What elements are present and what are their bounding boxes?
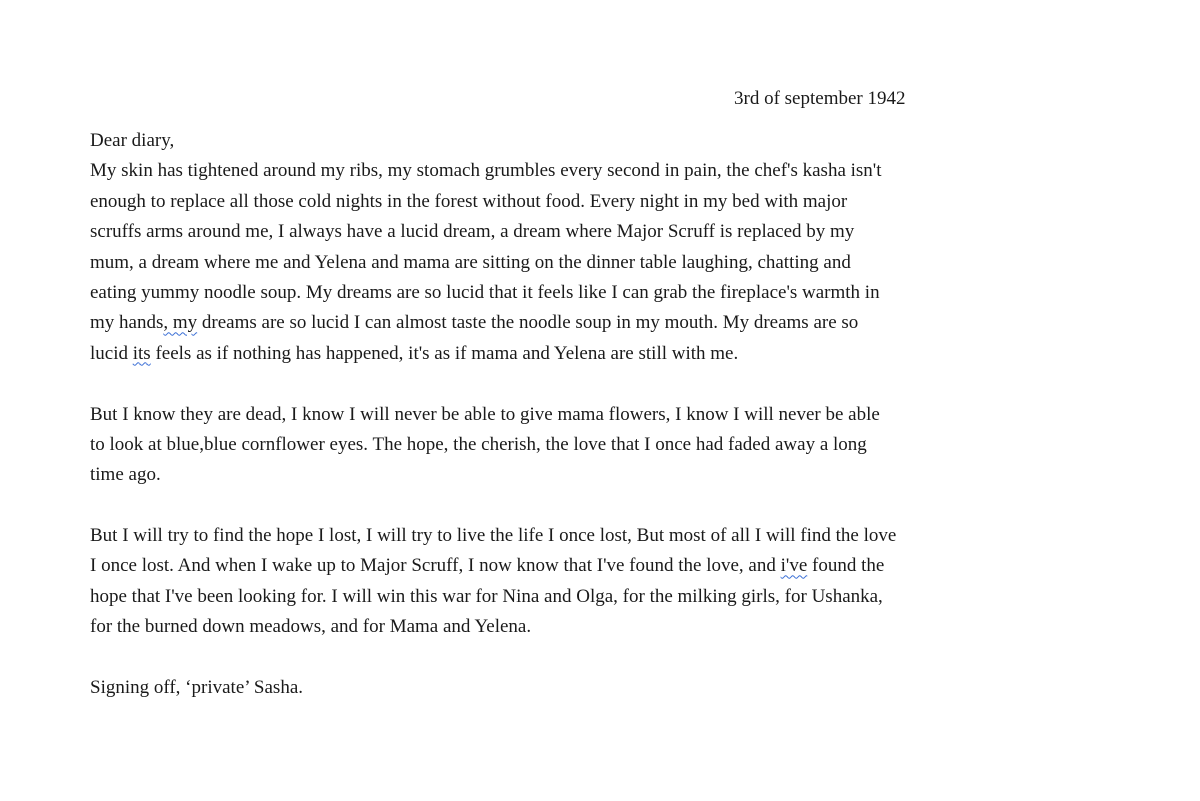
text-fragment: found the [807,555,885,577]
text-line: My skin has tightened around my ribs, my stomach grumbles every second in pain, the chef's kasha isn't [90,160,882,182]
text-line: time ago. [90,464,161,486]
text-line: But I will try to find the hope I lost, I will try to live the life I once lost, But most of all I will find the love [90,525,897,547]
entry-date: 3rd of september 1942 [734,88,906,109]
text-fragment: I once lost. And when I wake up to Major Scruff, I now know that I've found the love, and [90,555,781,577]
text-line: scruffs arms around me, I always have a lucid dream, a dream where Major Scruff is replaced by my [90,221,855,243]
text-fragment: dreams are so lucid I can almost taste the noodle soup in my mouth. My dreams are so [197,312,859,334]
paragraph-spacer [90,369,1090,399]
paragraph-1 [90,156,1090,369]
spellcheck-mark[interactable]: , my [163,312,198,334]
greeting: Dear diary, [90,130,175,151]
text-line: But I know they are dead, I know I will never be able to give mama flowers, I know I will never be able [90,403,880,425]
text-fragment: my hands [90,312,164,334]
spellcheck-mark[interactable]: i've [780,555,808,577]
text-fragment: lucid [90,342,133,364]
paragraph-3 [90,521,1090,643]
text-line: enough to replace all those cold nights in the forest without food. Every night in my bed with major [90,190,848,212]
paragraph-spacer [90,491,1090,521]
text-line: hope that I've been looking for. I will win this war for Nina and Olga, for the milking girls, for Ushanka, [90,585,883,607]
text-fragment: feels as if nothing has happened, it's as if mama and Yelena are still with me. [150,342,739,364]
text-line [90,308,1090,338]
text-line: mum, a dream where me and Yelena and mama are sitting on the dinner table laughing, chatting and [90,251,851,273]
spellcheck-mark[interactable]: its [132,342,151,364]
text-line [90,551,1090,581]
text-line [90,339,1090,369]
text-line: eating yummy noodle soup. My dreams are so lucid that it feels like I can grab the fireplace's warmth in [90,281,880,303]
paragraph-2 [90,400,1090,491]
signoff: Signing off, ‘private’ Sasha. [90,677,304,699]
text-line: for the burned down meadows, and for Mama and Yelena. [90,616,532,638]
text-line: to look at blue,blue cornflower eyes. The hope, the cherish, the love that I once had faded away a long [90,433,867,455]
paragraph-spacer [90,643,1090,673]
diary-body [90,126,1090,703]
